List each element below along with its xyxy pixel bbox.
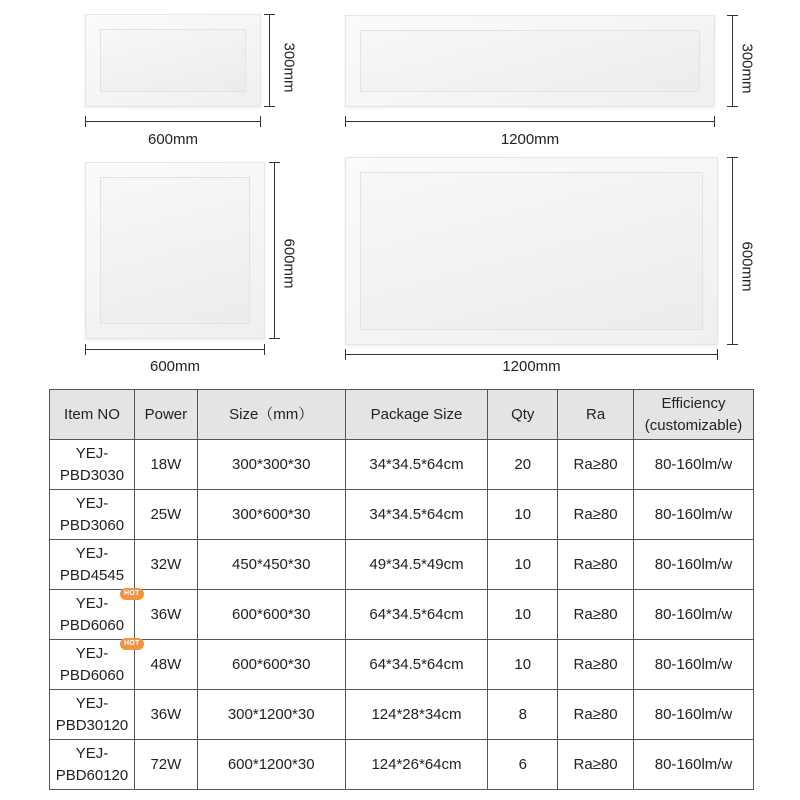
item-code: PBD3030 [59, 466, 125, 484]
cell-efficiency: 80-160lm/w [634, 540, 754, 590]
cell-qty: 10 [488, 640, 558, 690]
header-efficiency-line1: Efficiency [661, 394, 726, 412]
panel-600x300 [85, 14, 261, 107]
header-qty: Qty [488, 390, 558, 440]
width-label: 600mm [149, 358, 201, 375]
hot-badge: HOT [120, 588, 144, 600]
cell-qty: 10 [488, 590, 558, 640]
item-prefix: YEJ- [75, 644, 109, 662]
cell-ra: Ra≥80 [558, 540, 634, 590]
item-code: PBD60120 [55, 766, 129, 784]
table-header-row [50, 390, 754, 440]
cell-item-no [50, 440, 135, 490]
cell-size: 300*1200*30 [197, 690, 345, 740]
cell-item-no [50, 490, 135, 540]
cell-item-no [50, 690, 135, 740]
item-code: PBD3060 [59, 516, 125, 534]
item-prefix: YEJ- [75, 444, 109, 462]
item-prefix: YEJ- [75, 494, 109, 512]
cell-efficiency: 80-160lm/w [634, 440, 754, 490]
width-label: 1200mm [502, 358, 561, 375]
item-code: PBD6060 [59, 666, 125, 684]
cell-qty: 10 [488, 490, 558, 540]
table-row [50, 590, 754, 640]
width-label: 1200mm [500, 131, 560, 148]
cell-package-size: 64*34.5*64cm [345, 640, 488, 690]
cell-size: 300*300*30 [197, 440, 345, 490]
header-size: Size（mm） [197, 390, 345, 440]
cell-power: 18W [134, 440, 197, 490]
cell-package-size: 124*28*34cm [345, 690, 488, 740]
header-item-no: Item NO [50, 390, 135, 440]
panel-inner-frame [360, 172, 703, 330]
height-label: 600mm [280, 238, 298, 289]
cell-item-no [50, 740, 135, 790]
cell-qty: 10 [488, 540, 558, 590]
cell-power: 25W [134, 490, 197, 540]
height-dimension-line [269, 162, 280, 339]
cell-ra: Ra≥80 [558, 740, 634, 790]
cell-efficiency: 80-160lm/w [634, 690, 754, 740]
spec-table [49, 389, 754, 790]
cell-efficiency: 80-160lm/w [634, 490, 754, 540]
table-row [50, 640, 754, 690]
header-efficiency-line2: (customizable) [644, 416, 743, 434]
item-prefix: YEJ- [75, 544, 109, 562]
cell-size: 300*600*30 [197, 490, 345, 540]
height-dimension-line [727, 15, 738, 107]
cell-item-no [50, 590, 140, 640]
cell-package-size: 49*34.5*49cm [345, 540, 488, 590]
cell-qty: 6 [488, 740, 558, 790]
cell-qty: 8 [488, 690, 558, 740]
cell-package-size: 124*26*64cm [345, 740, 488, 790]
panel-inner-frame [100, 29, 246, 92]
cell-package-size: 64*34.5*64cm [345, 590, 488, 640]
header-power: Power [134, 390, 197, 440]
header-efficiency [634, 390, 754, 440]
cell-package-size: 34*34.5*64cm [345, 440, 488, 490]
cell-ra: Ra≥80 [558, 440, 634, 490]
cell-size: 600*1200*30 [197, 740, 345, 790]
cell-item-no [50, 640, 140, 690]
table-row [50, 540, 754, 590]
width-dimension-line [85, 116, 261, 127]
cell-item-no [50, 540, 135, 590]
height-label: 300mm [738, 43, 756, 94]
cell-ra: Ra≥80 [558, 640, 634, 690]
cell-efficiency: 80-160lm/w [634, 740, 754, 790]
cell-power: 32W [134, 540, 197, 590]
item-code: PBD30120 [55, 716, 129, 734]
hot-badge: HOT [120, 638, 144, 650]
height-dimension-line [264, 14, 275, 107]
panel-inner-frame [100, 177, 250, 324]
item-prefix: YEJ- [75, 694, 109, 712]
header-package-size: Package Size [345, 390, 488, 440]
item-prefix: YEJ- [75, 594, 109, 612]
cell-size: 600*600*30 [197, 640, 345, 690]
cell-package-size: 34*34.5*64cm [345, 490, 488, 540]
table-row [50, 690, 754, 740]
cell-size: 450*450*30 [197, 540, 345, 590]
item-code: PBD6060 [59, 616, 125, 634]
panel-inner-frame [360, 30, 700, 92]
cell-efficiency: 80-160lm/w [634, 640, 754, 690]
height-label: 600mm [738, 241, 756, 292]
height-label: 300mm [280, 42, 298, 93]
cell-power: 48W [134, 640, 197, 690]
table-row [50, 490, 754, 540]
item-code: PBD4545 [59, 566, 125, 584]
panel-1200x300 [345, 15, 715, 107]
cell-ra: Ra≥80 [558, 490, 634, 540]
cell-power: 72W [134, 740, 197, 790]
header-ra: Ra [558, 390, 634, 440]
table-row [50, 740, 754, 790]
width-label: 600mm [147, 131, 199, 148]
cell-ra: Ra≥80 [558, 590, 634, 640]
panel-600x600 [85, 162, 265, 339]
item-prefix: YEJ- [75, 744, 109, 762]
panel-1200x600 [345, 157, 718, 345]
height-dimension-line [727, 157, 738, 345]
table-row [50, 440, 754, 490]
cell-size: 600*600*30 [197, 590, 345, 640]
width-dimension-line [85, 344, 265, 355]
cell-efficiency: 80-160lm/w [634, 590, 754, 640]
cell-power: 36W [134, 590, 197, 640]
cell-qty: 20 [488, 440, 558, 490]
width-dimension-line [345, 116, 715, 127]
cell-ra: Ra≥80 [558, 690, 634, 740]
cell-power: 36W [134, 690, 197, 740]
